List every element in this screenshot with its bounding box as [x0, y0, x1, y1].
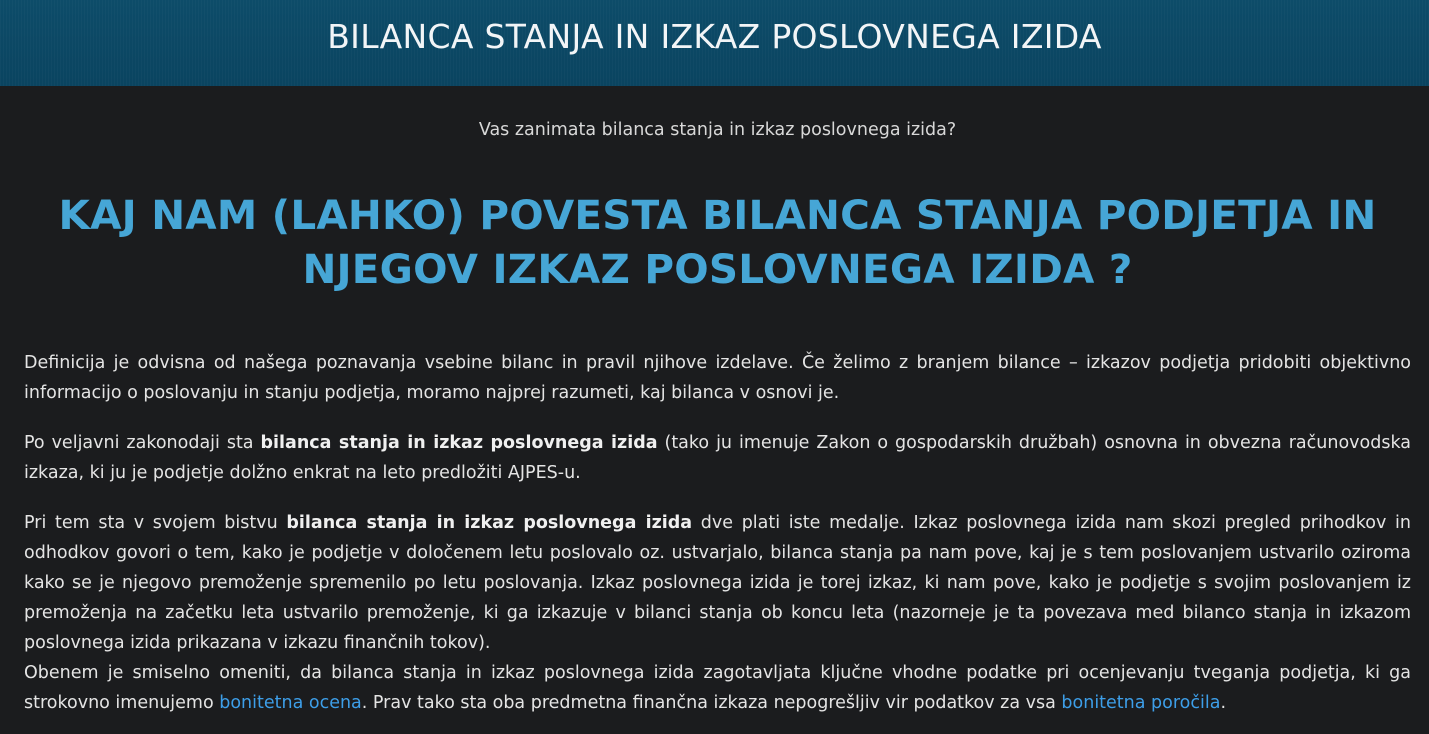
- paragraph-text: dve plati iste medalje. Izkaz poslovnega izida nam skozi pregled prihodkov in odhodkov govori o tem, kako je podjetje v določenem letu poslovalo oz. ustvarjalo, bilanca stanja pa nam pove, kaj je s tem poslovanjem ustvarilo oziroma kako se je njegovo premoženje spremenilo po letu poslovanja. Izkaz poslovnega izida je torej izkaz, ki nam pove, kako je podjetje s svojim poslovanjem iz premoženja na začetku leta ustvarilo premoženje, ki ga izkazuje v bilanci stanja ob koncu leta (nazorneje je ta povezava med bilanco stanja in izkazom poslovnega izida prikazana v izkazu finančnih tokov).: [24, 513, 1411, 653]
- paragraph-text: . Prav tako sta oba predmetna finančna izkaza nepogrešljiv vir podatkov za vsa: [361, 693, 1062, 713]
- paragraph-text: Pri tem sta v svojem bistvu: [24, 513, 287, 533]
- section-heading: KAJ NAM (LAHKO) POVESTA BILANCA STANJA PODJETJA IN NJEGOV IZKAZ POSLOVNEGA IZIDA ?: [58, 191, 1377, 293]
- link-bonitetna-ocena[interactable]: bonitetna ocena: [219, 693, 362, 713]
- paragraph-two-sides: [24, 508, 1411, 658]
- main-content: [0, 120, 1429, 718]
- bold-term: bilanca stanja in izkaz poslovnega izida: [260, 433, 658, 453]
- intro-question: Vas zanimata bilanca stanja in izkaz poslovnega izida?: [478, 120, 957, 140]
- paragraph-text: Obenem je smiselno omeniti, da bilanca stanja in izkaz poslovnega izida zagotavljata ključne vhodne podatke pri ocenjevanju tveganja podjetja, ki ga strokovno imenujemo: [24, 663, 1411, 713]
- banner-title: BILANCA STANJA IN IZKAZ POSLOVNEGA IZIDA: [327, 16, 1102, 56]
- bold-term: bilanca stanja in izkaz poslovnega izida: [286, 513, 693, 533]
- paragraph-legislation: [24, 428, 1411, 488]
- article-body: [24, 348, 1411, 718]
- paragraph-definition: Definicija je odvisna od našega poznavanja vsebine bilanc in pravil njihove izdelave. Če želimo z branjem bilance – izkazov podjetja pridobiti objektivno informacijo o poslovanju in stanju podjetja, moramo najprej razumeti, kaj bilanca v osnovi je.: [24, 353, 1411, 403]
- page-banner: [0, 0, 1429, 86]
- paragraph-text: Po veljavni zakonodaji sta: [24, 433, 261, 453]
- paragraph-text: (tako ju imenuje Zakon o gospodarskih družbah) osnovna in obvezna računovodska izkaza, ki ju je podjetje dolžno enkrat na leto predložiti AJPES-u.: [24, 433, 1411, 483]
- link-bonitetna-porocila[interactable]: bonitetna poročila: [1061, 693, 1221, 713]
- paragraph-text: .: [1220, 693, 1227, 713]
- paragraph-rating: [24, 658, 1411, 718]
